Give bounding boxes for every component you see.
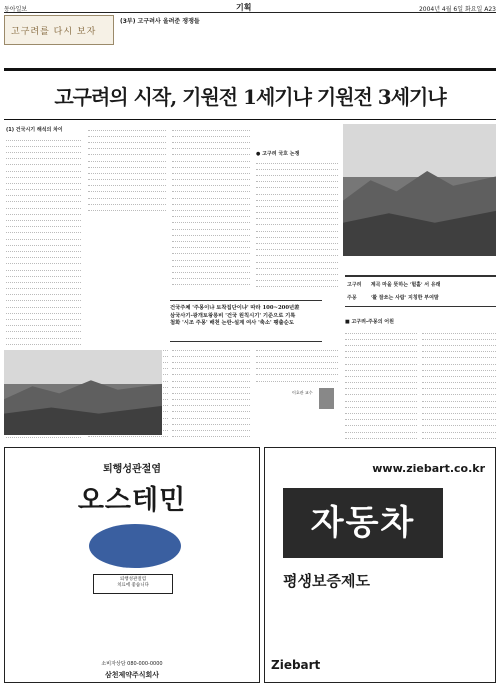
text-line	[88, 205, 166, 211]
photo-caption-bottom	[4, 437, 162, 446]
etymology-value-goguryeo: 계곡 마을 뜻하는 '헐홀' 서 유래	[370, 282, 441, 288]
series-banner	[4, 15, 114, 45]
text-line	[345, 353, 417, 359]
text-line	[6, 154, 81, 160]
text-line	[345, 396, 417, 402]
text-line	[172, 175, 250, 181]
text-line	[6, 246, 81, 252]
body-column-3	[172, 125, 250, 290]
author-byline	[292, 388, 334, 428]
advertisement-osteomin[interactable]	[4, 447, 260, 683]
ad-osteomin-notice-line-2: 치료에 좋습니다	[117, 583, 149, 588]
text-line	[345, 347, 417, 353]
etymology-row-jumong	[347, 294, 439, 301]
text-line	[256, 232, 338, 238]
text-line	[6, 191, 81, 197]
etymology-row-goguryeo	[347, 281, 440, 288]
text-line	[256, 276, 338, 282]
text-line	[256, 195, 338, 201]
text-line	[172, 413, 250, 419]
text-line	[172, 230, 250, 236]
text-line	[172, 351, 250, 357]
text-line	[256, 170, 338, 176]
text-line	[256, 370, 338, 376]
text-line	[345, 378, 417, 384]
text-line	[172, 419, 250, 425]
text-line	[172, 376, 250, 382]
text-line	[88, 137, 166, 143]
text-line	[172, 364, 250, 370]
text-line	[172, 150, 250, 156]
text-line	[422, 384, 496, 390]
text-line	[88, 156, 166, 162]
text-line	[256, 376, 338, 382]
text-line	[256, 238, 338, 244]
text-line	[88, 144, 166, 150]
text-line	[345, 408, 417, 414]
text-line	[256, 282, 338, 288]
text-line	[345, 390, 417, 396]
text-line	[422, 340, 496, 346]
text-line	[88, 162, 166, 168]
text-line	[256, 189, 338, 195]
body-column-9	[422, 328, 496, 440]
text-line	[6, 302, 81, 308]
etymology-key-jumong: 주몽	[347, 295, 357, 301]
intro-text-block	[285, 13, 496, 45]
section-name: 기획	[236, 3, 252, 12]
text-line	[172, 181, 250, 187]
text-line	[172, 388, 250, 394]
pull-quote-line-2: 삼국사기-광개토왕릉비 '건국 원칙시기' 기준으로 기록	[170, 312, 296, 319]
text-line	[172, 212, 250, 218]
text-line	[256, 220, 338, 226]
text-line	[172, 243, 250, 249]
text-line	[345, 365, 417, 371]
text-line	[6, 209, 81, 215]
author-photo	[319, 388, 334, 409]
text-line	[256, 345, 338, 351]
text-line	[256, 357, 338, 363]
text-line	[172, 357, 250, 363]
text-line	[422, 402, 496, 408]
text-line	[345, 328, 417, 334]
text-line	[422, 334, 496, 340]
ad-osteomin-maker: 삼천제약주식회사	[104, 671, 160, 679]
text-line	[345, 359, 417, 365]
text-line	[256, 214, 338, 220]
text-line	[172, 395, 250, 401]
text-line	[6, 135, 81, 141]
text-line	[172, 345, 250, 351]
text-line	[6, 166, 81, 172]
text-line	[345, 427, 417, 433]
text-line	[345, 421, 417, 427]
body-column-7	[256, 345, 338, 385]
text-line	[6, 339, 81, 345]
series-name: 고구려를 다시 보자	[11, 27, 97, 37]
text-line	[172, 432, 250, 438]
text-line	[172, 267, 250, 273]
text-line	[6, 178, 81, 184]
text-line	[422, 353, 496, 359]
ad-ziebart-slogan: 평생보증제도	[283, 572, 370, 590]
text-line	[172, 236, 250, 242]
landscape-photo-top	[343, 124, 496, 256]
text-line	[256, 158, 338, 164]
text-line	[256, 364, 338, 370]
text-line	[172, 199, 250, 205]
text-line	[422, 359, 496, 365]
text-line	[422, 415, 496, 421]
text-line	[6, 203, 81, 209]
text-line	[345, 433, 417, 439]
text-line	[256, 208, 338, 214]
text-line	[6, 222, 81, 228]
author-name: 이호관 교수	[292, 390, 313, 395]
text-line	[6, 308, 81, 314]
ad-ziebart-logo: Ziebart	[271, 658, 321, 672]
ad-osteomin-brand: 오스테민	[77, 485, 187, 516]
text-line	[256, 245, 338, 251]
text-line	[256, 226, 338, 232]
ad-ziebart-dealer-list	[271, 610, 491, 650]
text-line	[6, 147, 81, 153]
etymology-value-jumong: '활 잘쏘는 사람' 지칭한 부여말	[370, 295, 439, 301]
text-line	[6, 160, 81, 166]
text-line	[6, 296, 81, 302]
text-line	[6, 259, 81, 265]
text-line	[256, 164, 338, 170]
text-line	[172, 131, 250, 137]
text-line	[172, 255, 250, 261]
text-line	[172, 144, 250, 150]
subhead-jumong-origin: ■ 고구려-주몽의 어원	[345, 319, 394, 325]
text-line	[172, 382, 250, 388]
text-line	[422, 371, 496, 377]
etymology-key-goguryeo: 고구려	[347, 282, 362, 288]
text-line	[422, 421, 496, 427]
ad-osteomin-notice	[93, 574, 173, 594]
ad-osteomin-phone: 소비자상담 080-000-0000	[101, 661, 163, 667]
masthead	[4, 2, 496, 13]
text-line	[345, 340, 417, 346]
text-line	[6, 240, 81, 246]
text-line	[345, 334, 417, 340]
text-line	[6, 215, 81, 221]
text-line	[256, 201, 338, 207]
text-line	[88, 175, 166, 181]
text-line	[172, 187, 250, 193]
text-line	[422, 427, 496, 433]
pull-quote-line-3: 첨화 '시조 주몽' 배천 논란-설계 여사 '축소' 팽출순도	[170, 320, 294, 327]
text-line	[6, 277, 81, 283]
text-line	[172, 370, 250, 376]
text-line	[6, 314, 81, 320]
text-line	[172, 425, 250, 431]
issue-date: 2004년 4월 6일 화요일 A23	[418, 6, 496, 13]
text-line	[422, 328, 496, 334]
ad-osteomin-tagline: 퇴행성관절염	[103, 464, 161, 475]
text-line	[422, 347, 496, 353]
text-line	[256, 257, 338, 263]
text-line	[422, 396, 496, 402]
etymology-box	[345, 275, 496, 307]
body-column-2	[88, 125, 166, 215]
text-line	[345, 371, 417, 377]
text-line	[172, 274, 250, 280]
publication-name: 동아일보	[4, 6, 28, 13]
subhead-founding-date: (1) 건국시기 해석의 차이	[6, 127, 63, 133]
text-line	[6, 321, 81, 327]
text-line	[6, 234, 81, 240]
text-line	[172, 407, 250, 413]
text-line	[172, 224, 250, 230]
subhead-country-name: ● 고구려 국호 논쟁	[256, 151, 300, 157]
text-line	[88, 125, 166, 131]
text-line	[345, 402, 417, 408]
text-line	[345, 384, 417, 390]
text-line	[172, 168, 250, 174]
text-line	[88, 199, 166, 205]
text-line	[172, 280, 250, 286]
photo-caption-top	[343, 258, 496, 272]
text-line	[256, 177, 338, 183]
text-line	[172, 193, 250, 199]
landscape-photo-bottom	[4, 350, 162, 435]
text-line	[6, 172, 81, 178]
series-number: (3부) 고구려사 올려준 쟁쟁들	[120, 18, 200, 25]
text-line	[172, 162, 250, 168]
ad-osteomin-notice-line-1: 퇴행성관절염	[119, 577, 147, 582]
text-line	[256, 269, 338, 275]
text-line	[172, 218, 250, 224]
text-line	[422, 433, 496, 439]
text-line	[256, 183, 338, 189]
text-line	[422, 408, 496, 414]
text-line	[6, 284, 81, 290]
text-line	[256, 251, 338, 257]
headline-band	[4, 68, 496, 120]
text-line	[88, 150, 166, 156]
text-line	[6, 271, 81, 277]
ad-ziebart-website[interactable]: www.ziebart.co.kr	[372, 462, 485, 475]
text-line	[88, 131, 166, 137]
text-line	[6, 253, 81, 259]
text-line	[88, 168, 166, 174]
text-line	[88, 181, 166, 187]
text-line	[88, 193, 166, 199]
text-line	[88, 187, 166, 193]
text-line	[256, 263, 338, 269]
body-column-8	[345, 328, 417, 440]
body-column-4	[256, 158, 338, 290]
pull-quote	[170, 300, 322, 342]
text-line	[172, 261, 250, 267]
text-line	[6, 290, 81, 296]
text-line	[6, 185, 81, 191]
text-line	[256, 351, 338, 357]
text-line	[172, 125, 250, 131]
text-line	[6, 141, 81, 147]
text-line	[6, 265, 81, 271]
text-line	[172, 249, 250, 255]
text-line	[172, 401, 250, 407]
text-line	[172, 137, 250, 143]
ad-osteomin-product-image	[89, 524, 181, 568]
text-line	[6, 228, 81, 234]
text-line	[422, 390, 496, 396]
text-line	[172, 156, 250, 162]
text-line	[6, 327, 81, 333]
text-line	[6, 197, 81, 203]
text-line	[172, 205, 250, 211]
text-line	[345, 415, 417, 421]
text-line	[6, 333, 81, 339]
advertisement-ziebart[interactable]	[264, 447, 496, 683]
text-line	[422, 378, 496, 384]
pull-quote-line-1: 건국주체 '주몽이냐 토착집단이냐' 따라 100~200년差	[170, 305, 300, 311]
article-headline: 고구려의 시작, 기원전 1세기냐 기원전 3세기냐	[54, 85, 446, 109]
ad-ziebart-headline: 자동차	[283, 488, 443, 558]
text-line	[422, 365, 496, 371]
body-column-6	[172, 345, 250, 440]
series-subtitle	[120, 18, 270, 25]
